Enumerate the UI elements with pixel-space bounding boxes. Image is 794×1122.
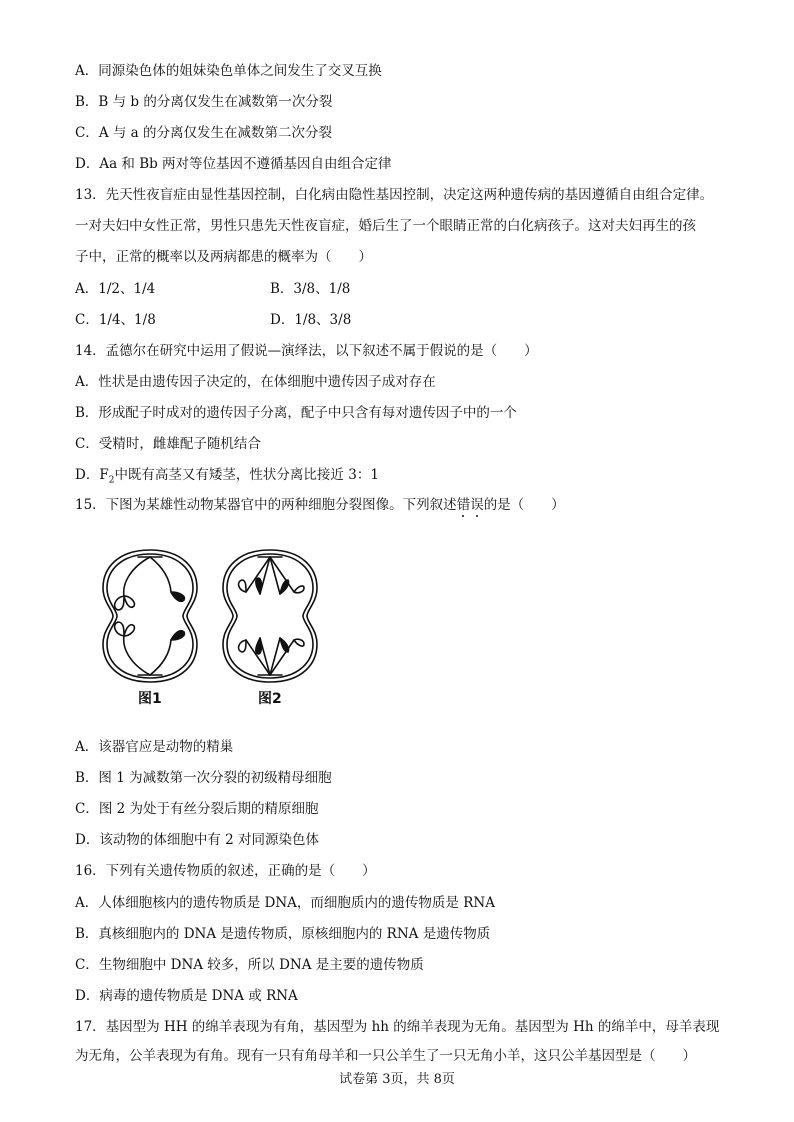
figure-1-label: 图1 [138, 691, 162, 707]
q12-option-b: B．B 与 b 的分离仅发生在减数第一次分裂 [75, 94, 333, 110]
q16-option-a: A．人体细胞核内的遗传物质是 DNA，而细胞质内的遗传物质是 RNA [75, 895, 495, 911]
q13-options-row1 [75, 280, 350, 298]
q12-option-a: A．同源染色体的姐妹染色单体之间发生了交叉互换 [75, 63, 382, 79]
fig2-chromosome [256, 578, 261, 594]
q12-option-c: C．A 与 a 的分离仅发生在减数第二次分裂 [75, 125, 333, 141]
q13-option-c: C．1/4、1/8 [75, 312, 156, 328]
fig2-chromosome [239, 580, 246, 592]
q15-figure [100, 540, 320, 710]
q15-option-b: B．图 1 为减数第一次分裂的初级精母细胞 [75, 770, 332, 786]
q14-option-d-subscript: 2 [108, 475, 115, 486]
fig2-chromosome [280, 580, 289, 594]
q15-emphasis-char-2: 误 [470, 497, 484, 513]
q14-option-d-text: 中既有高茎又有矮茎，性状分离比接近 3：1 [114, 467, 379, 483]
fig2-chromosome [294, 586, 304, 593]
q15-stem-pre: 15．下图为某雄性动物某器官中的两种细胞分裂图像。下列叙述 [75, 497, 457, 513]
fig2-chromosome [294, 639, 304, 646]
cell-division-diagram [100, 540, 320, 690]
fig1-inner-membrane [107, 554, 193, 678]
q13-stem-line3: 子中，正常的概率以及两病都患的概率为（ ） [75, 249, 372, 265]
q14-stem: 14．孟德尔在研究中运用了假说—演绎法，以下叙述不属于假说的是（ ） [75, 343, 538, 359]
q14-option-b: B．形成配子时成对的遗传因子分离，配子中只含有每对遗传因子中的一个 [75, 405, 517, 421]
fig2-chromosome [256, 638, 261, 654]
figure-2-label: 图2 [258, 691, 282, 707]
q13-stem-line2: 一对夫妇中女性正常，男性只患先天性夜盲症，婚后生了一个眼睛正常的白化病孩子。这对夫妇再生的孩 [75, 218, 696, 234]
fig2-chromosome [239, 640, 246, 652]
q14-option-a: A．性状是由遗传因子决定的，在体细胞中遗传因子成对存在 [75, 374, 436, 390]
q15-option-d: D．该动物的体细胞中有 2 对同源染色体 [75, 832, 319, 848]
q15-option-a: A．该器官应是动物的精巢 [75, 739, 234, 755]
q15-stem-post: 的是（ ） [483, 497, 565, 513]
q13-options-row2 [75, 311, 351, 329]
fig2-chromosome [280, 638, 289, 652]
q13-option-b: B．3/8、1/8 [270, 281, 351, 297]
q16-option-b: B．真核细胞内的 DNA 是遗传物质，原核细胞内的 RNA 是遗传物质 [75, 926, 491, 942]
page-footer: 试卷第 3页，共 8页 [339, 1072, 455, 1087]
q13-stem-line1: 13．先天性夜盲症由显性基因控制，白化病由隐性基因控制，决定这两种遗传病的基因遵循自由组合定律。 [75, 187, 714, 203]
q15-stem [75, 496, 565, 514]
q16-option-c: C．生物细胞中 DNA 较多，所以 DNA 是主要的遗传物质 [75, 957, 424, 973]
fig2-inner-membrane [227, 554, 313, 678]
q17-stem-line1: 17．基因型为 HH 的绵羊表现为有角，基因型为 hh 的绵羊表现为无角。基因型为 Hh 的绵羊中，母羊表现 [75, 1019, 720, 1035]
q16-stem: 16．下列有关遗传物质的叙述，正确的是（ ） [75, 863, 376, 879]
q13-option-d: D．1/8、3/8 [270, 312, 352, 328]
fig1-chromosome [115, 596, 135, 610]
fig1-chromosome [171, 631, 184, 640]
fig1-chromosome [115, 622, 135, 636]
q17-stem-line2: 为无角，公羊表现为有角。现有一只有角母羊和一只公羊生了一只无角小羊，这只公羊基因型是（ ） [75, 1048, 696, 1064]
q14-option-d-prefix: D．F [75, 467, 109, 483]
q12-option-d: D．Aa 和 Bb 两对等位基因不遵循基因自由组合定律 [75, 156, 392, 172]
q15-emphasis-char-1: 错 [456, 497, 471, 513]
q16-option-d: D．病毒的遗传物质是 DNA 或 RNA [75, 988, 298, 1004]
q14-option-c: C．受精时，雌雄配子随机结合 [75, 436, 261, 452]
q14-option-d [75, 466, 379, 484]
fig1-chromosome [171, 592, 184, 601]
q15-option-c: C．图 2 为处于有丝分裂后期的精原细胞 [75, 801, 319, 817]
q13-option-a: A．1/2、1/4 [75, 281, 156, 297]
